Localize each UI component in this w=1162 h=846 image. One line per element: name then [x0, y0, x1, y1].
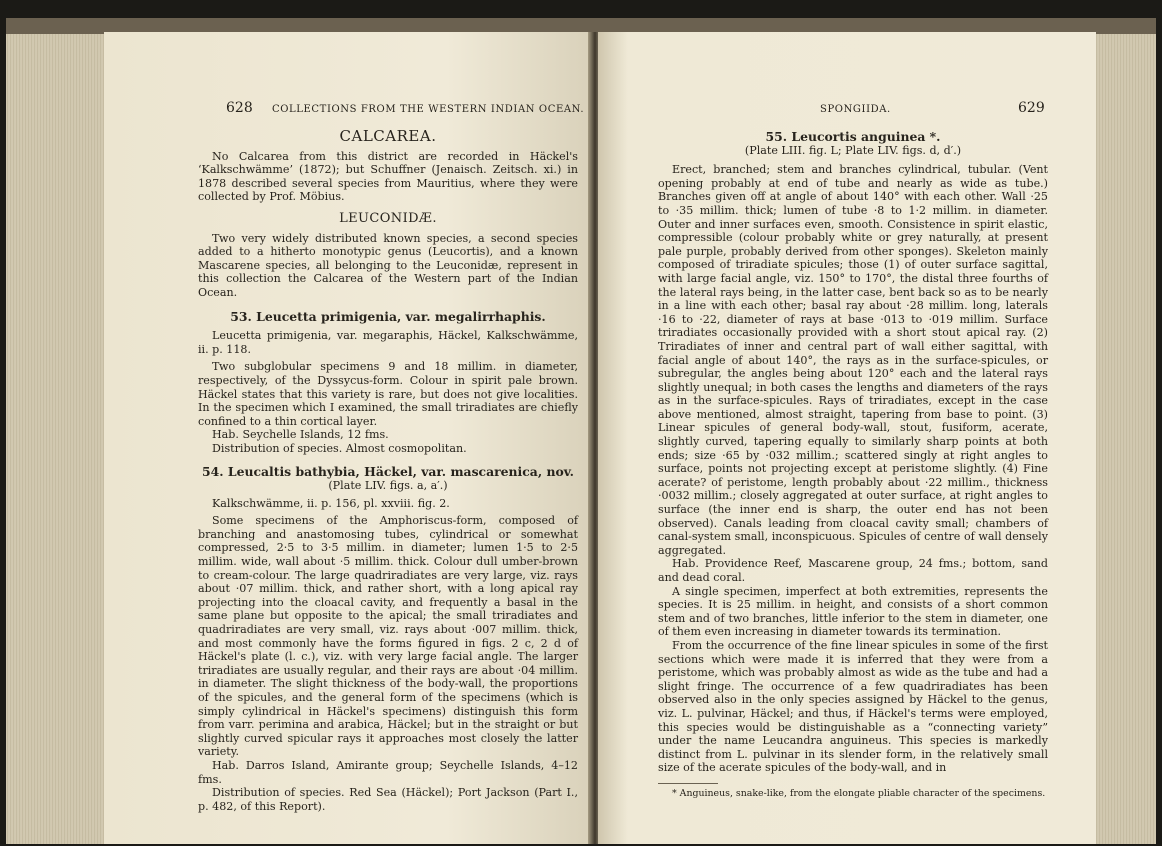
running-head: SPONGIIDA. [820, 104, 891, 115]
distribution-line: Distribution of species. Red Sea (Häckel); Port Jackson (Part I., p. 482, of this Report). [198, 786, 578, 813]
paragraph: Erect, branched; stem and branches cylindrical, tubular. (Vent opening probably at end of tube and nearly as wide as tube.) Branches given off at angle of about 140° with each other. Wall ·25 to ·35 millim. thick; lumen of tube ·8 to 1·2 millim. in diameter. Outer and inner surfaces even, smooth. Consistence in spirit elastic, compressible (colour probably white or grey naturally, at present pale purple, probably derived from other sponges). Skeleton mainly composed of triradiate spicules; those (1) of outer surface sagittal, with large facial angle, viz. 150° to 170°, the distal three fourths of the lateral rays being, in the latter case, bent back so as to be nearly in a line with each other; basal ray about ·28 millim. long, laterals ·16 to ·22, diameter of rays at base ·013 to ·019 millim. Surface triradiates occasionally provided with a short stout apical ray. (2) Triradiates of inner and central part of wall either sagittal, with facial angle of about 140°, the rays as in the surface-spicules, or subregular, the angles being about 120° each and the lateral rays slightly unequal; in both cases the lengths and diameters of the rays as in the surface-spicules. Rays of triradiates, except in the case above mentioned, almost straight, tapering from base to point. (3) Linear spicules of general body-wall, stout, fusiform, acerate, slightly curved, tapering equally to similarly sharp points at both ends; size ·65 by ·032 millim.; scattered singly at right angles to surface, points not projecting except at peristome slightly. (4) Fine acerate? of peristome, length probably about ·22 millim., thickness ·0032 millim.; closely aggregated at outer surface, at right angles to surface (the inner end is sharp, the outer end has not been observed). Canals leading from cloacal cavity small; chambers of canal-system small, inconspicuous. Spicules of centre of wall densely aggregated. [658, 163, 1048, 557]
paragraph: Two subglobular specimens 9 and 18 millim. in diameter, respectively, of the Dyssycus-form. Colour in spirit pale brown. Häckel states that this variety is rare, but does not give localities. In the specimen which I examined, the small triradiates are chiefly confined to a thin cortical layer. [198, 360, 578, 428]
paragraph: No Calcarea from this district are recorded in Häckel's ‘Kalkschwämme’ (1872); but Schuffner (Jenaisch. Zeitsch. xi.) in 1878 described several species from Mauritius, where they were collected by Prof. Möbius. [198, 149, 578, 204]
habitat-line: Hab. Darros Island, Amirante group; Seychelle Islands, 4–12 fms. [198, 758, 578, 786]
paragraph: Some specimens of the Amphoriscus-form, composed of branching and anastomosing tubes, cylindrical or somewhat compressed, 2·5 to 3·5 millim. in diameter; lumen 1·5 to 2·5 millim. wide, wall about ·5 millim. thick. Colour dull umber-brown to cream-colour. The large quadriradiates are very large, viz. rays about ·07 millim. thick, and rather short, with a long apical ray projecting into the cloacal cavity, and frequently a basal in the same plane but opposite to the apical; the small triradiates and quadriradiates are very small, viz. rays about ·007 millim. thick, and most commonly have the forms figured in figs. 2 c, 2 d of Häckel's plate (l. c.), viz. with very large facial angle. The larger triradiates are usually regular, and their rays are about ·04 millim. in diameter. The slight thickness of the body-wall, the proportions of the spicules, and the general form of the specimens (which is simply cylindrical in Häckel's specimens) distinguish this form from varr. perimina and arabica, Häckel; but in the straight or but slightly curved spicular rays it approaches most closely the latter variety. [198, 514, 578, 759]
species-heading: 54. Leucaltis bathybia, Häckel, var. mascarenica, nov. [201, 464, 574, 480]
family-heading: LEUCONIDÆ. [339, 210, 437, 226]
distribution-line: Distribution of species. Almost cosmopolitan. [212, 441, 467, 455]
species-heading: 55. Leucortis anguinea *. [765, 129, 941, 144]
right-page-edges [1092, 34, 1156, 844]
species-heading: 53. Leucetta primigenia, var. megalirrhaphis. [230, 308, 546, 324]
left-page [104, 32, 592, 844]
running-head: COLLECTIONS FROM THE WESTERN INDIAN OCEAN. [272, 104, 585, 115]
right-page [598, 32, 1096, 844]
footnote-rule [658, 783, 718, 784]
page-number: 629 [1018, 100, 1045, 116]
left-column [198, 127, 578, 813]
footnote: * Anguineus, snake-like, from the elongate pliable character of the specimens. [672, 787, 1046, 799]
left-page-edges [6, 34, 106, 844]
habitat-line: Hab. Seychelle Islands, 12 fms. [212, 428, 389, 442]
paragraph: A single specimen, imperfect at both extremities, represents the species. It is 25 millim. in height, and consists of a short common stem and of two branches, little inferior to the stem in diameter, one of them even increasing in diameter towards its termination. [658, 584, 1048, 639]
habitat-line: Hab. Providence Reef, Mascarene group, 24 fms.; bottom, sand and dead coral. [658, 557, 1048, 584]
synonymy: Leucetta primigenia, var. megaraphis, Häckel, Kalkschwämme, ii. p. 118. [198, 329, 578, 356]
synonymy: Kalkschwämme, ii. p. 156, pl. xxviii. fig. 2. [212, 496, 450, 510]
section-heading: CALCAREA. [339, 127, 437, 145]
paragraph: From the occurrence of the fine linear spicules in some of the first sections which were made it is inferred that they were from a peristome, which was probably almost as wide as the tube and had a slight fringe. The occurrence of a few quadriradiates has been observed also in the only species assigned by Häckel to the genus, viz. L. pulvinar, Häckel; and thus, if Häckel's terms were employed, this species would be distinguishable as a “connecting variety” under the name Leucandra anguineus. This species is markedly distinct from L. pulvinar in its slender form, in the relatively small size of the acerate spicules of the body-wall, and in [658, 638, 1048, 775]
paragraph: Two very widely distributed known species, a second species added to a hitherto monotypic genus (Leucortis), and a known Mascarene species, all belonging to the Leuconidæ, represent in this collection the Calcarea of the Western part of the Indian Ocean. [198, 231, 578, 299]
page-number: 628 [226, 100, 253, 116]
plate-reference: (Plate LIV. figs. a, a′.) [328, 479, 448, 493]
right-column [658, 130, 1048, 799]
plate-reference: (Plate LIII. fig. L; Plate LIV. figs. d, d′.) [744, 143, 962, 157]
